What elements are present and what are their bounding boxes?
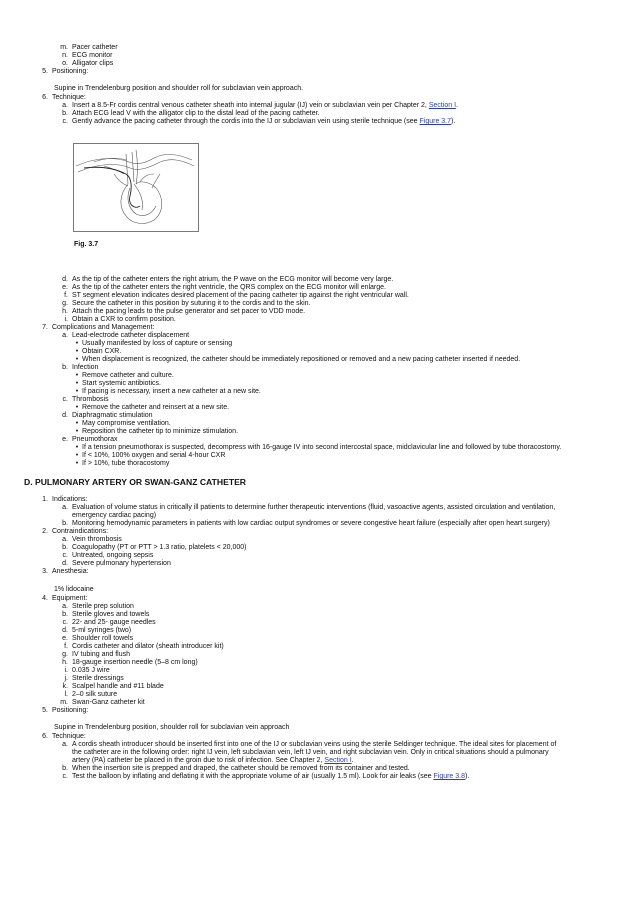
list-item-continuation: emergency cardiac pacing) xyxy=(72,512,157,519)
list-item: k. Scalpel handle and #11 blade xyxy=(62,683,164,690)
bullet-item: • If > 10%, tube thoracostomy xyxy=(75,460,170,467)
bullet-item: • Remove the catheter and reinsert at a new site. xyxy=(75,404,230,411)
list-item: b. Sterile gloves and towels xyxy=(62,611,150,618)
list-item: a. Lead-electrode catheter displacement xyxy=(62,332,190,339)
section-link[interactable]: Section I xyxy=(324,757,352,764)
list-item: 4. Equipment: xyxy=(42,595,88,602)
list-item: h. Attach the pacing leads to the pulse generator and set pacer to VDD mode. xyxy=(62,308,306,315)
paragraph: Supine in Trendelenburg position, shoulder roll for subclavian vein approach xyxy=(54,724,290,731)
bullet-item: • Obtain CXR. xyxy=(75,348,122,355)
list-item: f. ST segment elevation indicates desired placement of the pacing catheter tip against the right ventricular wall. xyxy=(64,292,409,299)
list-item: d. Diaphragmatic stimulation xyxy=(62,412,153,419)
list-item: l. 2–0 silk suture xyxy=(64,691,118,698)
bullet-item: • Start systemic antibiotics. xyxy=(75,380,161,387)
bullet-item: • May compromise ventilation. xyxy=(75,420,171,427)
bullet-item: • If a tension pneumothorax is suspected, decompress with 16-gauge IV into second intercostal space, midclavicular line and followed by tube thoracostomy. xyxy=(75,444,562,451)
list-item: i. 0.035 J wire xyxy=(64,667,110,674)
paragraph: 1% lidocaine xyxy=(54,586,94,593)
list-item: e. As the tip of the catheter enters the right ventricle, the QRS complex on the ECG monitor will enlarge. xyxy=(62,284,386,291)
list-item: g. IV tubing and flush xyxy=(62,651,130,658)
list-item: 6. Technique: xyxy=(42,94,86,101)
list-item: 3. Anesthesia: xyxy=(42,568,89,575)
list-item: 6. Technique: xyxy=(42,733,86,740)
list-item: b. Attach ECG lead V with the alligator clip to the distal lead of the pacing catheter. xyxy=(62,110,320,117)
list-item: a. Vein thrombosis xyxy=(62,536,122,543)
heart-catheter-illustration xyxy=(74,144,198,231)
list-item: d. Severe pulmonary hypertension xyxy=(62,560,171,567)
section-link[interactable]: Section I xyxy=(428,102,457,109)
bullet-item: • Reposition the catheter tip to minimize stimulation. xyxy=(75,428,239,435)
list-item: c. Test the balloon by inflating and deflating it with the appropriate volume of air (usually 1.5 ml). Look for air leaks (see Figure 3.8). xyxy=(62,773,470,780)
list-item: 1. Indications: xyxy=(42,496,88,503)
list-item: i. Obtain a CXR to confirm position. xyxy=(64,316,176,323)
list-item: c. Gently advance the pacing catheter through the cordis into the IJ or subclavian vein using sterile technique (see Figure 3.7). xyxy=(62,118,456,125)
list-item: c. 22- and 25- gauge needles xyxy=(62,619,156,626)
figure-link[interactable]: Figure 3.8 xyxy=(433,773,466,780)
list-item: a. Evaluation of volume status in critically ill patients to determine further therapeutic interventions (fluid, vasoactive agents, assisted circulation and ventilation, xyxy=(62,504,556,511)
bullet-item: • Usually manifested by loss of capture or sensing xyxy=(75,340,233,347)
list-item: e. Shoulder roll towels xyxy=(62,635,134,642)
list-item: g. Secure the catheter in this position by suturing it to the cordis and to the skin. xyxy=(62,300,311,307)
list-item: 5. Positioning: xyxy=(42,707,89,714)
list-item-continuation: the catheter are in the following order: right IJ vein, left subclavian vein, left IJ vein, and right subclavian vein. Only in critical situations should a pulmonary xyxy=(72,749,549,756)
list-item: f. Cordis catheter and dilator (sheath introducer kit) xyxy=(64,643,224,650)
section-heading: D. PULMONARY ARTERY OR SWAN-GANZ CATHETER xyxy=(24,477,247,487)
list-item: b. Coagulopathy (PT or PTT > 1.3 ratio, platelets < 20,000) xyxy=(62,544,247,551)
list-item: 2. Contraindications: xyxy=(42,528,109,535)
list-item: d. 5-ml syringes (two) xyxy=(62,627,132,634)
list-item-continuation: artery (PA) catheter be placed in the groin due to risk of infection. See Chapter 2, Section I. xyxy=(72,757,354,764)
figure-image xyxy=(73,143,199,232)
list-item: 5. Positioning: xyxy=(42,68,89,75)
bullet-item: • If < 10%, 100% oxygen and serial 4-hour CXR xyxy=(75,452,226,459)
list-item: o. Alligator clips xyxy=(62,60,114,67)
list-item: b. When the insertion site is prepped and draped, the catheter should be removed from its container and tested. xyxy=(62,765,410,772)
list-item: j. Sterile dressings xyxy=(64,675,124,682)
list-item: a. A cordis sheath introducer should be inserted first into one of the IJ or subclavian veins using the sterile Seldinger technique. The ideal sites for placement of xyxy=(62,741,557,748)
list-item: d. As the tip of the catheter enters the right atrium, the P wave on the ECG monitor will become very large. xyxy=(62,276,394,283)
list-item: b. Monitoring hemodynamic parameters in patients with low cardiac output syndromes or severe congestive heart failure (especially after open heart surgery) xyxy=(62,520,550,527)
paragraph: Supine in Trendelenburg position and shoulder roll for subclavian vein approach. xyxy=(54,85,304,92)
list-item: c. Thrombosis xyxy=(62,396,109,403)
list-item: e. Pneumothorax xyxy=(62,436,118,443)
bullet-item: • When displacement is recognized, the catheter should be immediately repositioned or removed and a new pacing catheter inserted if needed. xyxy=(75,356,521,363)
figure-caption: Fig. 3.7 xyxy=(74,241,99,248)
list-item: a. Insert a 8.5-Fr cordis central venous catheter sheath into internal jugular (IJ) vein or subclavian vein per Chapter 2, Section I. xyxy=(62,102,459,109)
list-item: b. Infection xyxy=(62,364,99,371)
list-item: 7. Complications and Management: xyxy=(42,324,155,331)
figure-link[interactable]: Figure 3.7 xyxy=(419,118,452,125)
list-item: n. ECG monitor xyxy=(62,52,113,59)
list-item: a. Sterile prep solution xyxy=(62,603,134,610)
list-item: m. Swan-Ganz catheter kit xyxy=(60,699,145,706)
bullet-item: • Remove catheter and culture. xyxy=(75,372,174,379)
list-item: m. Pacer catheter xyxy=(60,44,118,51)
bullet-item: • If pacing is necessary, insert a new catheter at a new site. xyxy=(75,388,261,395)
list-item: h. 18-gauge insertion needle (5–8 cm long) xyxy=(62,659,198,666)
list-item: c. Untreated, ongoing sepsis xyxy=(62,552,154,559)
